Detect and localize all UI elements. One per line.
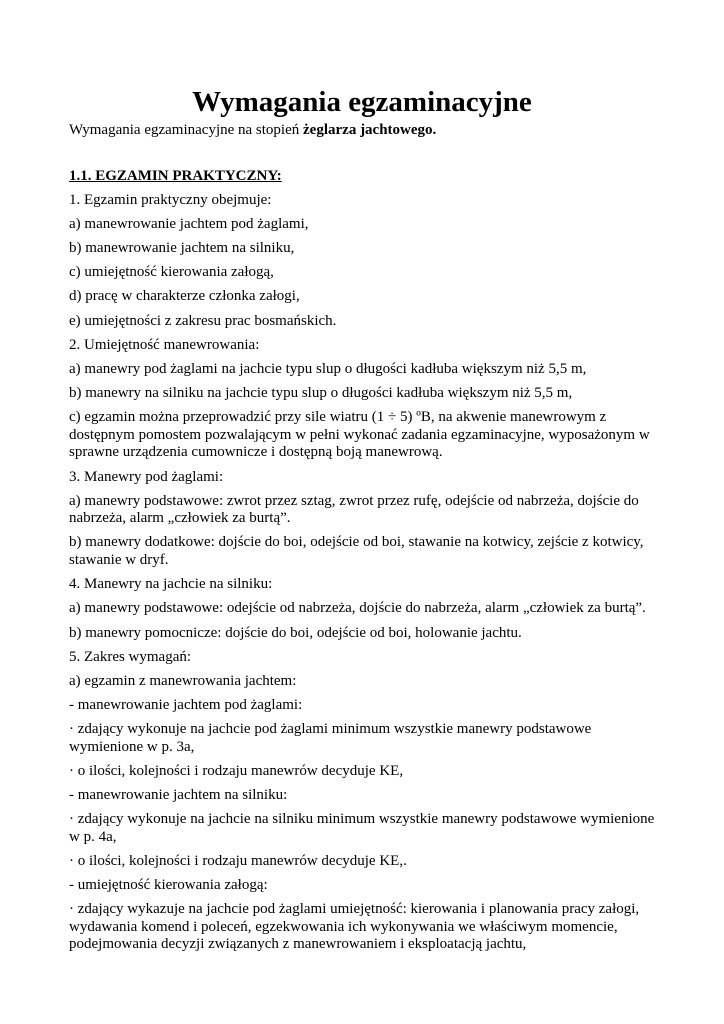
paragraph: · o ilości, kolejności i rodzaju manewrów decyduje KE, [69, 762, 404, 779]
paragraph: a) manewry pod żaglami na jachcie typu slup o długości kadłuba większym niż 5,5 m, [69, 361, 587, 377]
paragraph: b) manewry na silniku na jachcie typu slup o długości kadłuba większym niż 5,5 m, [69, 385, 573, 402]
paragraph: 3. Manewry pod żaglami: [69, 468, 224, 485]
paragraph: - manewrowanie jachtem pod żaglami: [69, 697, 303, 714]
paragraph: 2. Umiejętność manewrowania: [69, 336, 260, 353]
paragraph: - manewrowanie jachtem na silniku: [69, 787, 288, 804]
section-heading: 1.1. EGZAMIN PRAKTYCZNY: [69, 167, 282, 184]
paragraph: · zdający wykonuje na jachcie na silniku minimum wszystkie manewry podstawowe wymienione w p. 4a, [69, 811, 655, 845]
paragraph: c) umiejętność kierowania załogą, [69, 264, 274, 281]
paragraph: a) manewry podstawowe: zwrot przez sztag, zwrot przez rufę, odejście od nabrzeża, dojście do nabrzeża, alarm „człowiek za burtą”. [69, 492, 639, 527]
paragraph: 1. Egzamin praktyczny obejmuje: [69, 191, 272, 208]
paragraph: - umiejętność kierowania załogą: [69, 877, 268, 894]
paragraph: a) manewry podstawowe: odejście od nabrzeża, dojście do nabrzeża, alarm „człowiek za burtą”. [69, 600, 646, 617]
document-title: Wymagania egzaminacyjne [192, 86, 532, 118]
paragraph: 4. Manewry na jachcie na silniku: [69, 576, 273, 593]
paragraph: b) manewry pomocnicze: dojście do boi, odejście od boi, holowanie jachtu. [69, 624, 522, 641]
paragraph: · zdający wykazuje na jachcie pod żaglami umiejętność: kierowania i planowania pracy załogi, wydawania komend i poleceń, egzekwowania ich wykonywania we właściwym momencie, podejmowania decyzji związanych z manewrowaniem i eksploatacją jachtu, [69, 901, 640, 953]
intro-paragraph [69, 122, 659, 140]
intro-bold-text: żeglarza jachtowego. [303, 122, 437, 138]
paragraph: a) manewrowanie jachtem pod żaglami, [69, 215, 309, 232]
paragraph: b) manewry dodatkowe: dojście do boi, odejście od boi, stawanie na kotwicy, zejście z kotwicy, stawanie w dryf. [69, 534, 644, 568]
intro-text: Wymagania egzaminacyjne na stopień [69, 122, 304, 138]
paragraph: · zdający wykonuje na jachcie pod żaglami minimum wszystkie manewry podstawowe wymienione w p. 3a, [69, 721, 592, 755]
paragraph: d) pracę w charakterze członka załogi, [69, 288, 300, 305]
paragraph: 5. Zakres wymagań: [69, 648, 192, 665]
paragraph: · o ilości, kolejności i rodzaju manewrów decyduje KE,. [69, 853, 407, 869]
paragraph: a) egzamin z manewrowania jachtem: [69, 672, 297, 689]
paragraph: e) umiejętności z zakresu prac bosmańskich. [69, 312, 337, 329]
document-body [69, 122, 659, 961]
paragraph: b) manewrowanie jachtem na silniku, [69, 240, 295, 257]
paragraph: c) egzamin można przeprowadzić przy sile wiatru (1 ÷ 5) ºB, na akwenie manewrowym z dostępnym pomostem pozwalającym w pełni wykonać zadania egzaminacyjne, wyposażonym w sprawne urządzenia cumownicze i dostępną boją manewrową. [69, 409, 650, 461]
